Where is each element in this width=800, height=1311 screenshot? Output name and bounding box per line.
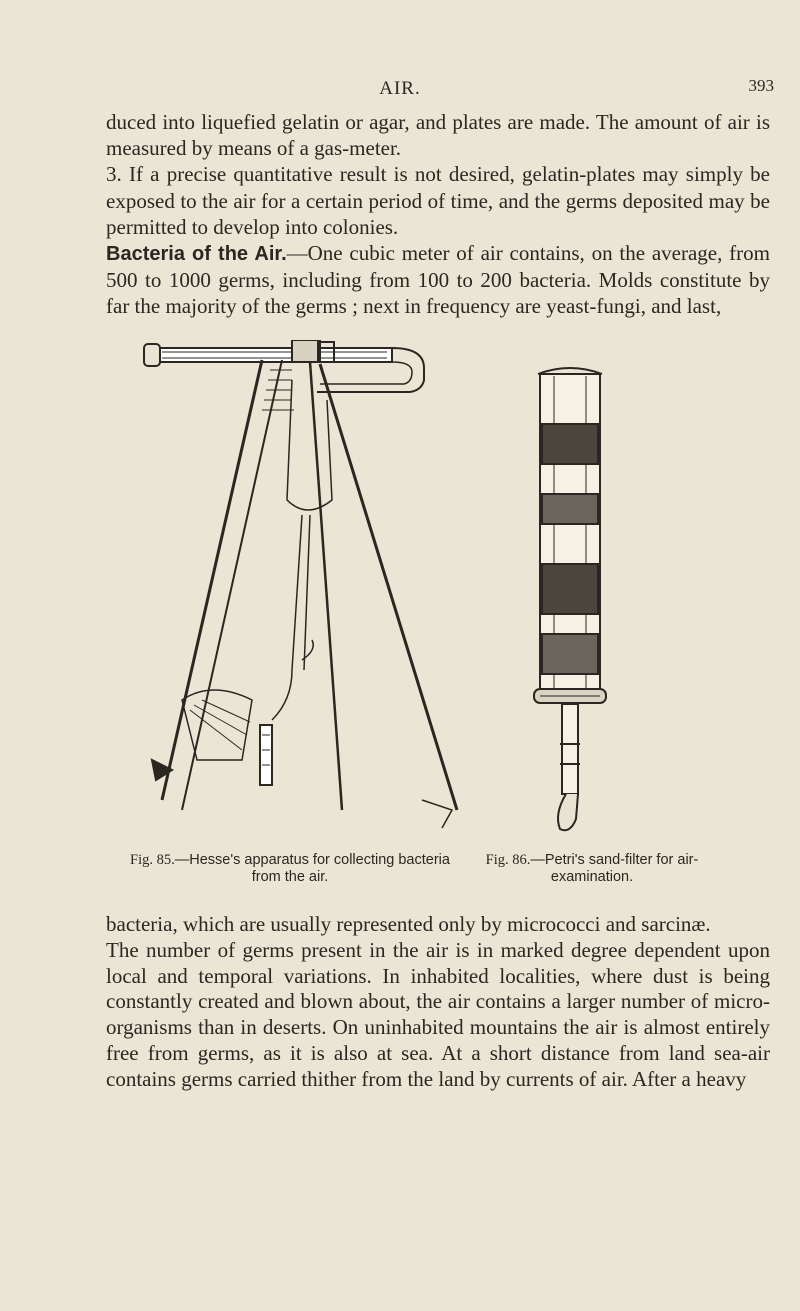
figure-caption-text: —Petri's sand-filter for air-examination.: [530, 852, 699, 885]
running-head: AIR.: [379, 78, 421, 99]
figure-caption-85: [120, 852, 460, 886]
figure-petri-sand-filter: [530, 364, 620, 834]
hesse-apparatus-illustration: [142, 340, 472, 830]
figure-label: Fig. 85.: [130, 852, 175, 868]
body-text-bottom: [106, 912, 770, 1093]
body-text-top: [106, 109, 770, 320]
paragraph: The number of germs present in the air is in marked degree dependent upon local and temporal variations. In inhabited localities, where dust is being constantly created and blown about, the air contains a larger number of micro-organisms than in deserts. On uninhabited mountains the air is almost entirely free from germs, as it is also at sea. At a short distance from land sea-air contains germs carried thither from the land by currents of air. After a heavy: [106, 937, 770, 1091]
section-paragraph: [106, 240, 770, 320]
figure-label: Fig. 86.: [485, 852, 531, 868]
paragraph: duced into liquefied gelatin or agar, and plates are made. The amount of air is measured by means of a gas-meter.: [106, 110, 770, 161]
paragraph: bacteria, which are usually represented only by micrococci and sarcinæ.: [106, 912, 711, 936]
page-number: 393: [748, 76, 774, 95]
paragraph: 3. If a precise quantitative result is not desired, gelatin-plates may simply be exposed to the air for a certain period of time, and the germs deposited may be permitted to develop into colonies.: [106, 162, 770, 239]
section-heading: Bacteria of the Air.: [106, 243, 287, 266]
figure-caption-text: —Hesse's apparatus for collecting bacteria from the air.: [174, 852, 450, 885]
figure-hesse-apparatus: [142, 340, 472, 830]
figure-caption-86: [462, 852, 722, 886]
section-text: —One cubic meter of air contains, on the average, from 500 to 1000 germs, including from 100 to 200 bacteria. Molds constitute by far the majority of the germs ; next in frequency are yeast-fungi, and last,: [106, 241, 770, 319]
page-header: [0, 78, 800, 104]
sand-filter-illustration: [530, 364, 620, 834]
